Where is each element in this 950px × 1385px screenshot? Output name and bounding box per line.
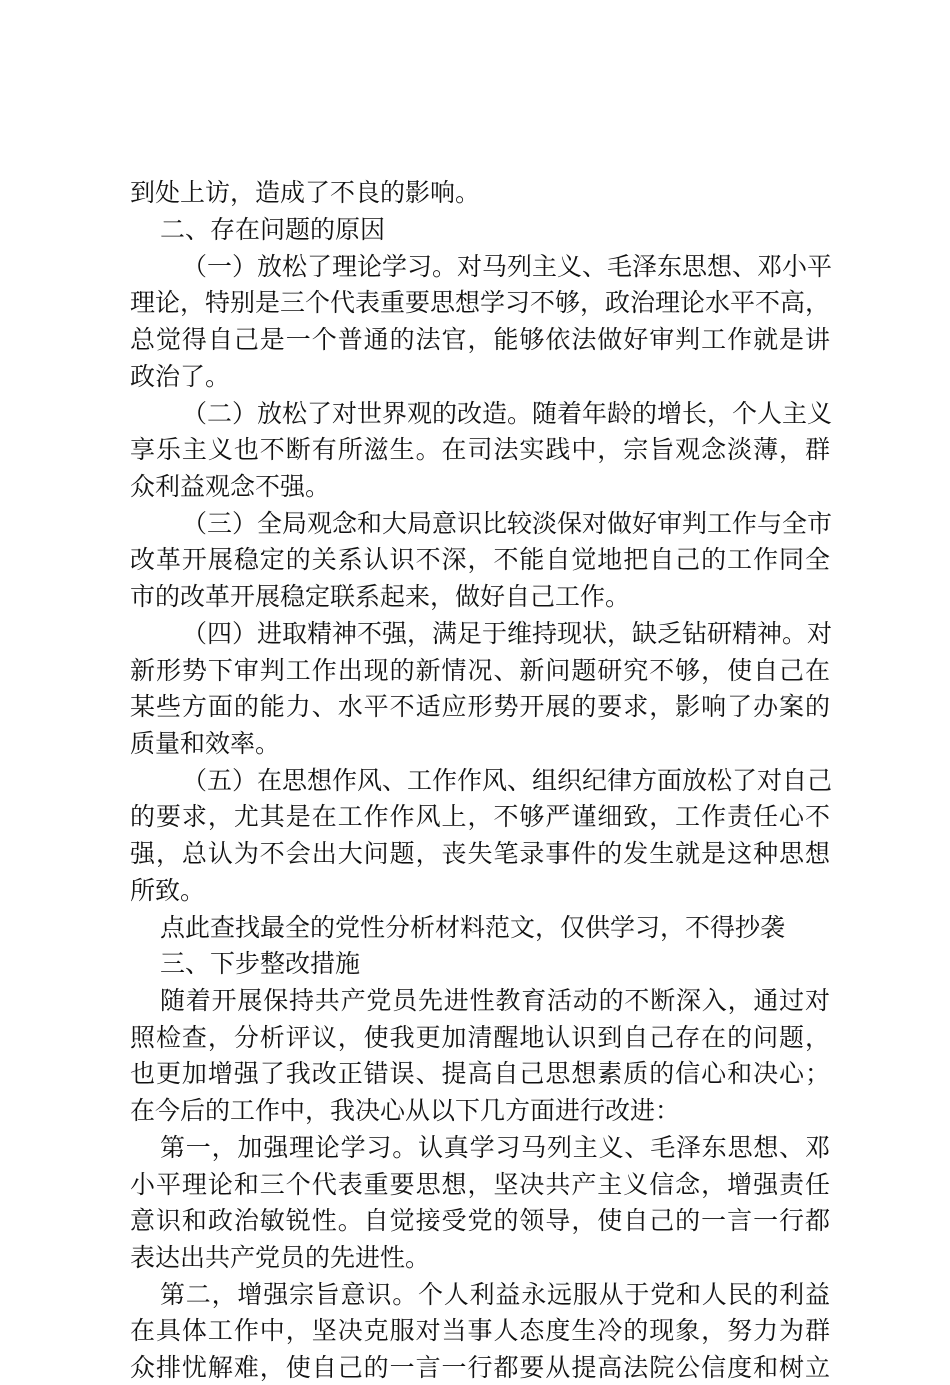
text-line: （五）在思想作风、工作作风、组织纪律方面放松了对自己 xyxy=(182,766,833,795)
text-line: 改革开展稳定的关系认识不深，不能自觉地把自己的工作同全 xyxy=(130,545,830,574)
text-line: 所致。 xyxy=(130,876,206,905)
text-line: 总觉得自己是一个普通的法官，能够依法做好审判工作就是讲 xyxy=(130,325,830,354)
text-line: 众排忧解难，使自己的一言一行都要从提高法院公信度和树立 xyxy=(130,1353,830,1382)
text-line: 第二，增强宗旨意识。个人利益永远服从于党和人民的利益 xyxy=(160,1280,830,1309)
text-line: 到处上访，造成了不良的影响。 xyxy=(130,178,481,207)
text-line: 也更加增强了我改正错误、提高自己思想素质的信心和决心； xyxy=(130,1059,830,1088)
text-line: （四）进取精神不强，满足于维持现状，缺乏钻研精神。对 xyxy=(182,619,833,648)
text-line: （三）全局观念和大局意识比较淡保对做好审判工作与全市 xyxy=(182,509,833,538)
text-line: 理论，特别是三个代表重要思想学习不够，政治理论水平不高， xyxy=(130,288,831,317)
text-line: 政治了。 xyxy=(130,362,231,391)
section-heading: 二、存在问题的原因 xyxy=(160,215,386,244)
promo-link[interactable]: 点此查找最全的党性分析材料范文，仅供学习，不得抄袭 xyxy=(160,913,786,942)
text-line: （二）放松了对世界观的改造。随着年龄的增长，个人主义 xyxy=(182,399,833,428)
text-line: 小平理论和三个代表重要思想，坚决共产主义信念，增强责任 xyxy=(130,1170,830,1199)
text-line: 市的改革开展稳定联系起来，做好自己工作。 xyxy=(130,582,631,611)
text-line: 随着开展保持共产党员先进性教育活动的不断深入，通过对 xyxy=(160,986,830,1015)
text-line: 众利益观念不强。 xyxy=(130,472,331,501)
text-line: 照检查，分析评议，使我更加清醒地认识到自己存在的问题， xyxy=(130,1023,830,1052)
text-line: 表达出共产党员的先进性。 xyxy=(130,1243,431,1272)
text-line: 意识和政治敏锐性。自觉接受党的领导，使自己的一言一行都 xyxy=(130,1206,830,1235)
text-line: 在具体工作中，坚决克服对当事人态度生冷的现象，努力为群 xyxy=(130,1316,830,1345)
section-heading: 三、下步整改措施 xyxy=(160,949,361,978)
text-line: （一）放松了理论学习。对马列主义、毛泽东思想、邓小平 xyxy=(182,252,833,281)
text-line: 享乐主义也不断有所滋生。在司法实践中，宗旨观念淡薄，群 xyxy=(130,435,830,464)
text-line: 在今后的工作中，我决心从以下几方面进行改进： xyxy=(130,1096,681,1125)
text-line: 新形势下审判工作出现的新情况、新问题研究不够，使自己在 xyxy=(130,656,830,685)
text-line: 第一，加强理论学习。认真学习马列主义、毛泽东思想、邓 xyxy=(160,1133,830,1162)
text-line: 某些方面的能力、水平不适应形势开展的要求，影响了办案的 xyxy=(130,692,830,721)
text-line: 的要求，尤其是在工作作风上，不够严谨细致，工作责任心不 xyxy=(130,802,830,831)
text-line: 质量和效率。 xyxy=(130,729,281,758)
text-line: 强，总认为不会出大问题，丧失笔录事件的发生就是这种思想 xyxy=(130,839,830,868)
